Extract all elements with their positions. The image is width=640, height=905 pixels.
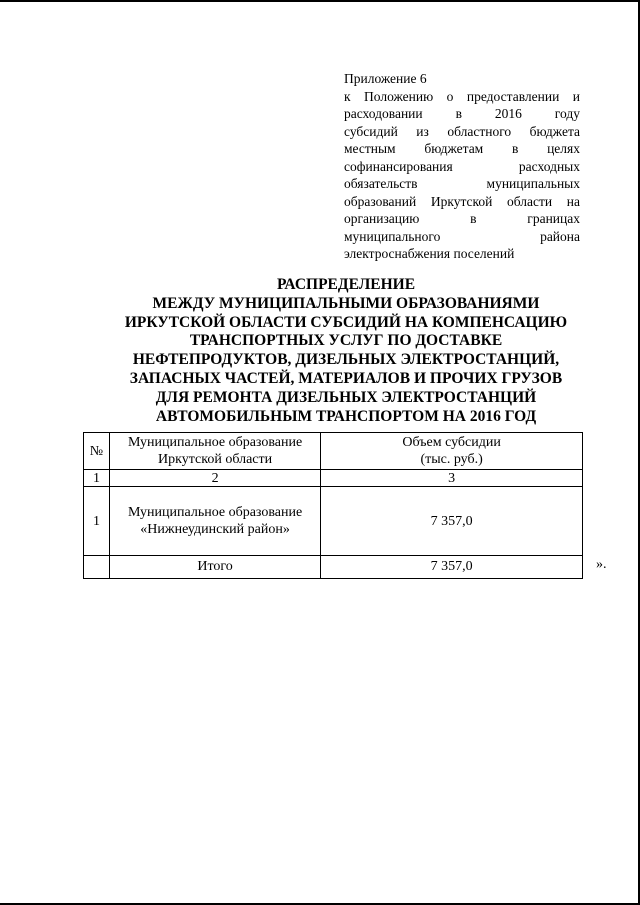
appendix-line: электроснабжения поселений (344, 246, 515, 261)
title-line: ИРКУТСКОЙ ОБЛАСТИ СУБСИДИЙ НА КОМПЕНСАЦИЮ (124, 313, 568, 331)
table-row (84, 487, 583, 556)
header-municipality-line2: Иркутской области (158, 452, 273, 467)
appendix-title: Приложение 6 (344, 71, 427, 86)
header-municipality-line1: Муниципальное образование (127, 435, 303, 450)
header-no: № (84, 433, 110, 470)
column-number: 1 (84, 470, 110, 487)
closing-quote: ». (596, 557, 607, 572)
appendix-line: субсидий из областного бюджета (344, 123, 580, 139)
title-line: РАСПРЕДЕЛЕНИЕ (276, 276, 416, 293)
document-title (100, 276, 592, 426)
appendix-line: софинансирования расходных (344, 158, 580, 174)
subsidy-table (83, 432, 583, 579)
row-municipality (109, 487, 320, 556)
appendix-line: расходовании в 2016 году (344, 106, 580, 121)
table-header-row (84, 433, 583, 470)
appendix-line: к Положению о предоставлении и (344, 88, 580, 104)
title-line: МЕЖДУ МУНИЦИПАЛЬНЫМИ ОБРАЗОВАНИЯМИ (152, 294, 540, 312)
title-line: АВТОМОБИЛЬНЫМ ТРАНСПОРТОМ НА 2016 ГОД (155, 407, 537, 425)
appendix-line: муниципального района (344, 228, 580, 244)
total-amount: 7 357,0 (321, 556, 583, 579)
total-label: Итого (109, 556, 320, 579)
header-amount-line2: (тыс. руб.) (420, 452, 483, 467)
title-line: ДЛЯ РЕМОНТА ДИЗЕЛЬНЫХ ЭЛЕКТРОСТАНЦИЙ (155, 388, 537, 406)
total-row (84, 556, 583, 579)
title-line: ТРАНСПОРТНЫХ УСЛУГ ПО ДОСТАВКЕ (189, 332, 503, 350)
title-line: ЗАПАСНЫХ ЧАСТЕЙ, МАТЕРИАЛОВ И ПРОЧИХ ГРУЗОВ (129, 369, 563, 387)
appendix-note (344, 70, 580, 263)
header-amount-line1: Объем субсидии (402, 435, 501, 450)
title-line: НЕФТЕПРОДУКТОВ, ДИЗЕЛЬНЫХ ЭЛЕКТРОСТАНЦИЙ, (132, 351, 560, 369)
row-amount: 7 357,0 (321, 487, 583, 556)
header-amount (321, 433, 583, 470)
row-municipality-line2: «Нижнеудинский район» (140, 522, 290, 537)
column-number: 2 (109, 470, 320, 487)
header-municipality (109, 433, 320, 470)
column-number-row (84, 470, 583, 487)
total-empty-cell (84, 556, 110, 579)
appendix-line: образований Иркутской области на (344, 193, 580, 209)
appendix-line: местным бюджетам в целях (344, 141, 580, 156)
appendix-line: организацию в границах (344, 211, 580, 226)
appendix-line: обязательств муниципальных (344, 176, 580, 191)
row-municipality-line1: Муниципальное образование (127, 505, 303, 520)
row-number: 1 (84, 487, 110, 556)
page-border-top (0, 0, 640, 2)
column-number: 3 (321, 470, 583, 487)
